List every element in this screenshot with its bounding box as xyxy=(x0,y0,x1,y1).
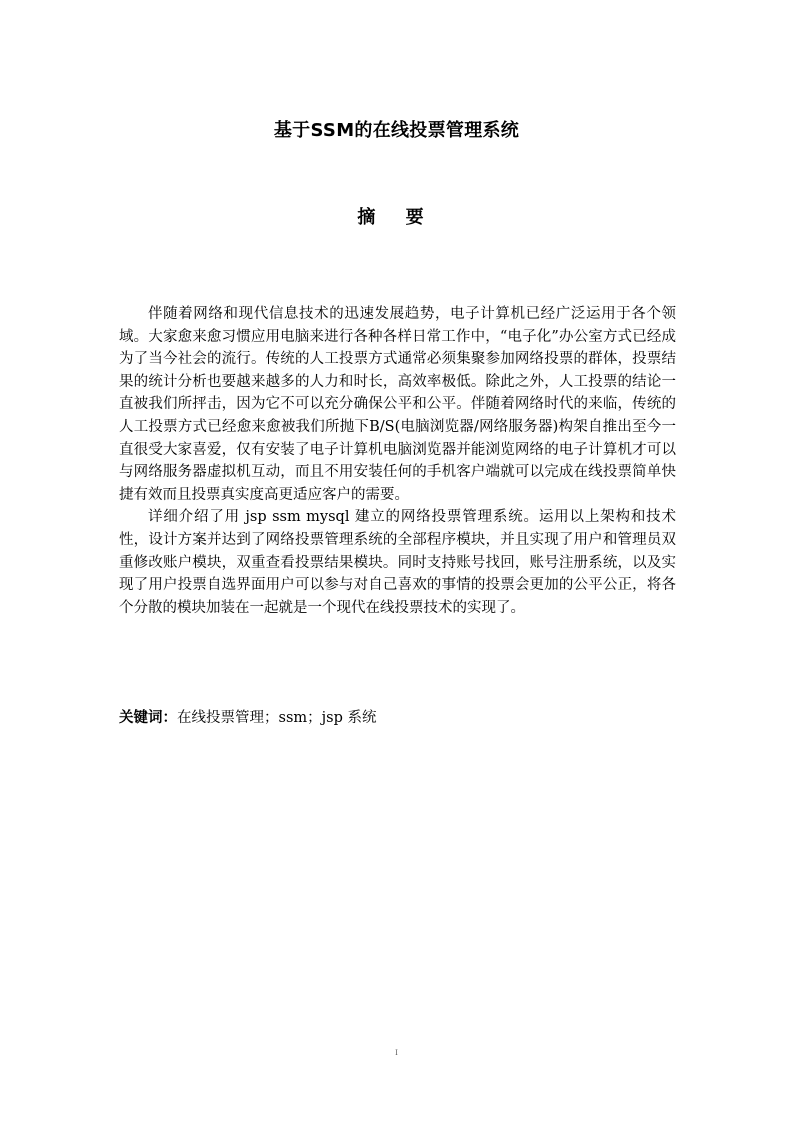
page-number: I xyxy=(395,1049,398,1057)
abstract-paragraph-2: 详细介绍了用 jsp ssm mysql 建立的网络投票管理系统。运用以上架构和技术性，设计方案并达到了网络投票管理系统的全部程序模块，并且实现了用户和管理员双重修改账户模块，双重查看投票结果模块。同时支持账号找回，账号注册系统，以及实现了用户投票自选界面用户可以参与对自己喜欢的事情的投票会更加的公平公正，将各个分散的模块加装在一起就是一个现代在线投票技术的实现了。 xyxy=(119,509,676,616)
keywords-label: 关键词： xyxy=(119,710,177,726)
abstract-heading: 摘 要 xyxy=(357,206,436,228)
keywords-text: 在线投票管理；ssm；jsp 系统 xyxy=(177,710,377,726)
abstract-paragraph-1: 伴随着网络和现代信息技术的迅速发展趋势，电子计算机已经广泛运用于各个领域。大家愈来愈习惯应用电脑来进行各种各样日常工作中，“电子化”办公室方式已经成为了当今社会的流行。传统的人工投票方式通常必须集聚参加网络投票的群体，投票结果的统计分析也要越来越多的人力和时长，高效率极低。除此之外，人工投票的结论一直被我们所抨击，因为它不可以充分确保公平和公平。伴随着网络时代的来临，传统的人工投票方式已经愈来愈被我们所抛下B/S(电脑浏览器/网络服务器)构架自推出至今一直很受大家喜爱，仅有安装了电子计算机电脑浏览器并能浏览网络的电子计算机才可以与网络服务器虚拟机互动，而且不用安装任何的手机客户端就可以完成在线投票简单快捷有效而且投票真实度高更适应客户的需要。 xyxy=(119,306,676,503)
keywords-line xyxy=(119,707,676,729)
abstract-body xyxy=(119,303,676,619)
page-title: 基于SSM的在线投票管理系统 xyxy=(273,120,520,142)
